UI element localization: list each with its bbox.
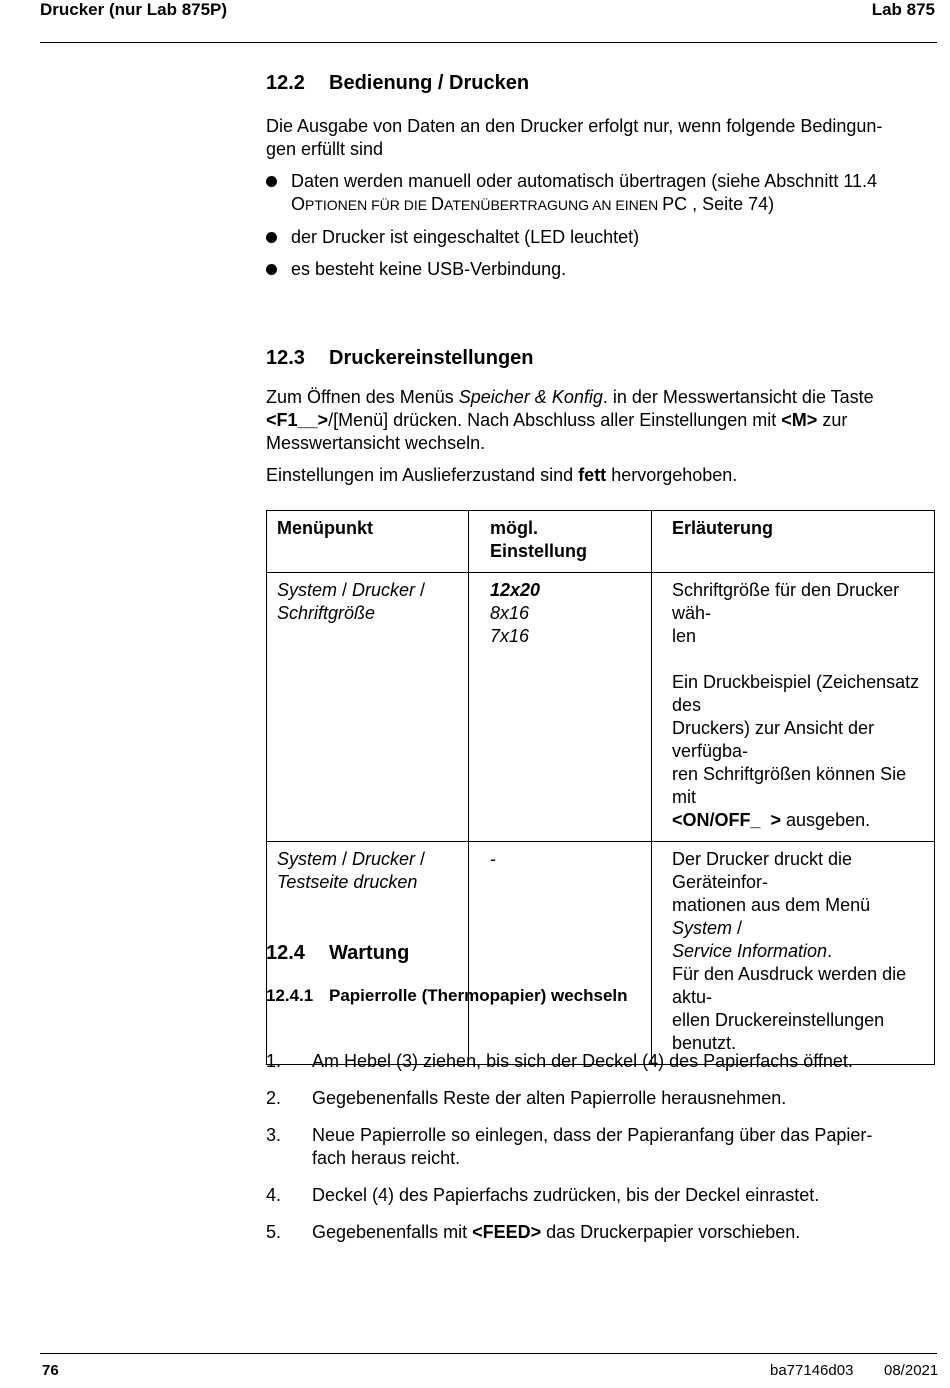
footer-rule: [40, 1353, 937, 1354]
list-item: der Drucker ist eingeschaltet (LED leuchtet): [266, 226, 934, 249]
intro-paragraph: Die Ausgabe von Daten an den Drucker erfolgt nur, wenn folgende Bedingun- gen erfüllt sind: [266, 116, 883, 159]
menu-instructions: Zum Öffnen des Menüs Speicher & Konfig. in der Messwertansicht die Taste <F1__>/[Menü] drücken. Nach Abschluss aller Einstellungen mit <M> zur Messwertansicht wechseln.: [266, 387, 874, 453]
list-item: 4. Deckel (4) des Papierfachs zudrücken, bis der Deckel einrastet.: [266, 1185, 820, 1205]
page-number: 76: [42, 1362, 59, 1379]
list-item: es besteht keine USB-Verbindung.: [266, 258, 934, 281]
section-heading-12-3: 12.3 Druckereinstellungen: [266, 347, 534, 369]
section-12-4: [266, 942, 934, 1258]
list-item: 5. Gegebenenfalls mit <FEED> das Druckerpapier vorschieben.: [266, 1222, 801, 1242]
column-header-einstellung: mögl. Einstellung: [469, 511, 652, 573]
list-item: 2. Gegebenenfalls Reste der alten Papierrolle herausnehmen.: [266, 1088, 787, 1108]
running-header-left: Drucker (nur Lab 875P): [40, 0, 228, 19]
table-header-row: [267, 511, 935, 573]
document-id: ba77146d03: [770, 1362, 854, 1379]
subsection-heading-12-4-1: 12.4.1 Papierrolle (Thermopapier) wechseln: [266, 986, 628, 1005]
section-heading-12-2: 12.2 Bedienung / Drucken: [266, 72, 530, 94]
explanation-cell: Schriftgröße für den Drucker wäh- len Ein Druckbeispiel (Zeichensatz des Druckers) zur Ansicht der verfügba- ren Schriftgrößen können Sie mit <ON/OFF_ > ausgeben.: [652, 573, 935, 842]
header-rule: [40, 42, 937, 43]
procedure-steps: [266, 1050, 934, 1244]
section-12-3: [266, 347, 934, 487]
section-heading-12-4: 12.4 Wartung: [266, 942, 410, 964]
settings-cell: 12x20 8x16 7x16: [469, 573, 652, 842]
list-item: 1. Am Hebel (3) ziehen, bis sich der Deckel (4) des Papierfachs öffnet.: [266, 1051, 853, 1071]
settings-cell: -: [469, 842, 652, 1065]
menu-path-cell: System / Drucker / Schriftgröße: [267, 573, 469, 842]
section-12-2: [266, 72, 934, 290]
menu-path-cell: System / Drucker / Testseite drucken: [267, 842, 469, 1065]
conditions-list: [266, 170, 934, 281]
running-header-right: Lab 875: [871, 0, 935, 19]
table-row: [267, 573, 935, 842]
column-header-menupunkt: Menüpunkt: [267, 511, 469, 573]
list-item: 3. Neue Papierrolle so einlegen, dass der Papieranfang über das Papier- fach heraus reicht.: [266, 1125, 873, 1168]
explanation-cell: Der Drucker druckt die Geräteinfor- mationen aus dem Menü System / Service Information. Für den Ausdruck werden die aktu- ellen Druckereinstellungen benutzt.: [652, 842, 935, 1065]
defaults-note: Einstellungen im Auslieferzustand sind fett hervorgehoben.: [266, 465, 738, 485]
document-date: 08/2021: [884, 1362, 939, 1379]
column-header-erlaeuterung: Erläuterung: [652, 511, 935, 573]
list-item: Daten werden manuell oder automatisch übertragen (siehe Abschnitt 11.4 OPTIONEN FÜR DIE DATENÜBERTRAGUNG AN EINEN PC , Seite 74): [266, 170, 934, 217]
